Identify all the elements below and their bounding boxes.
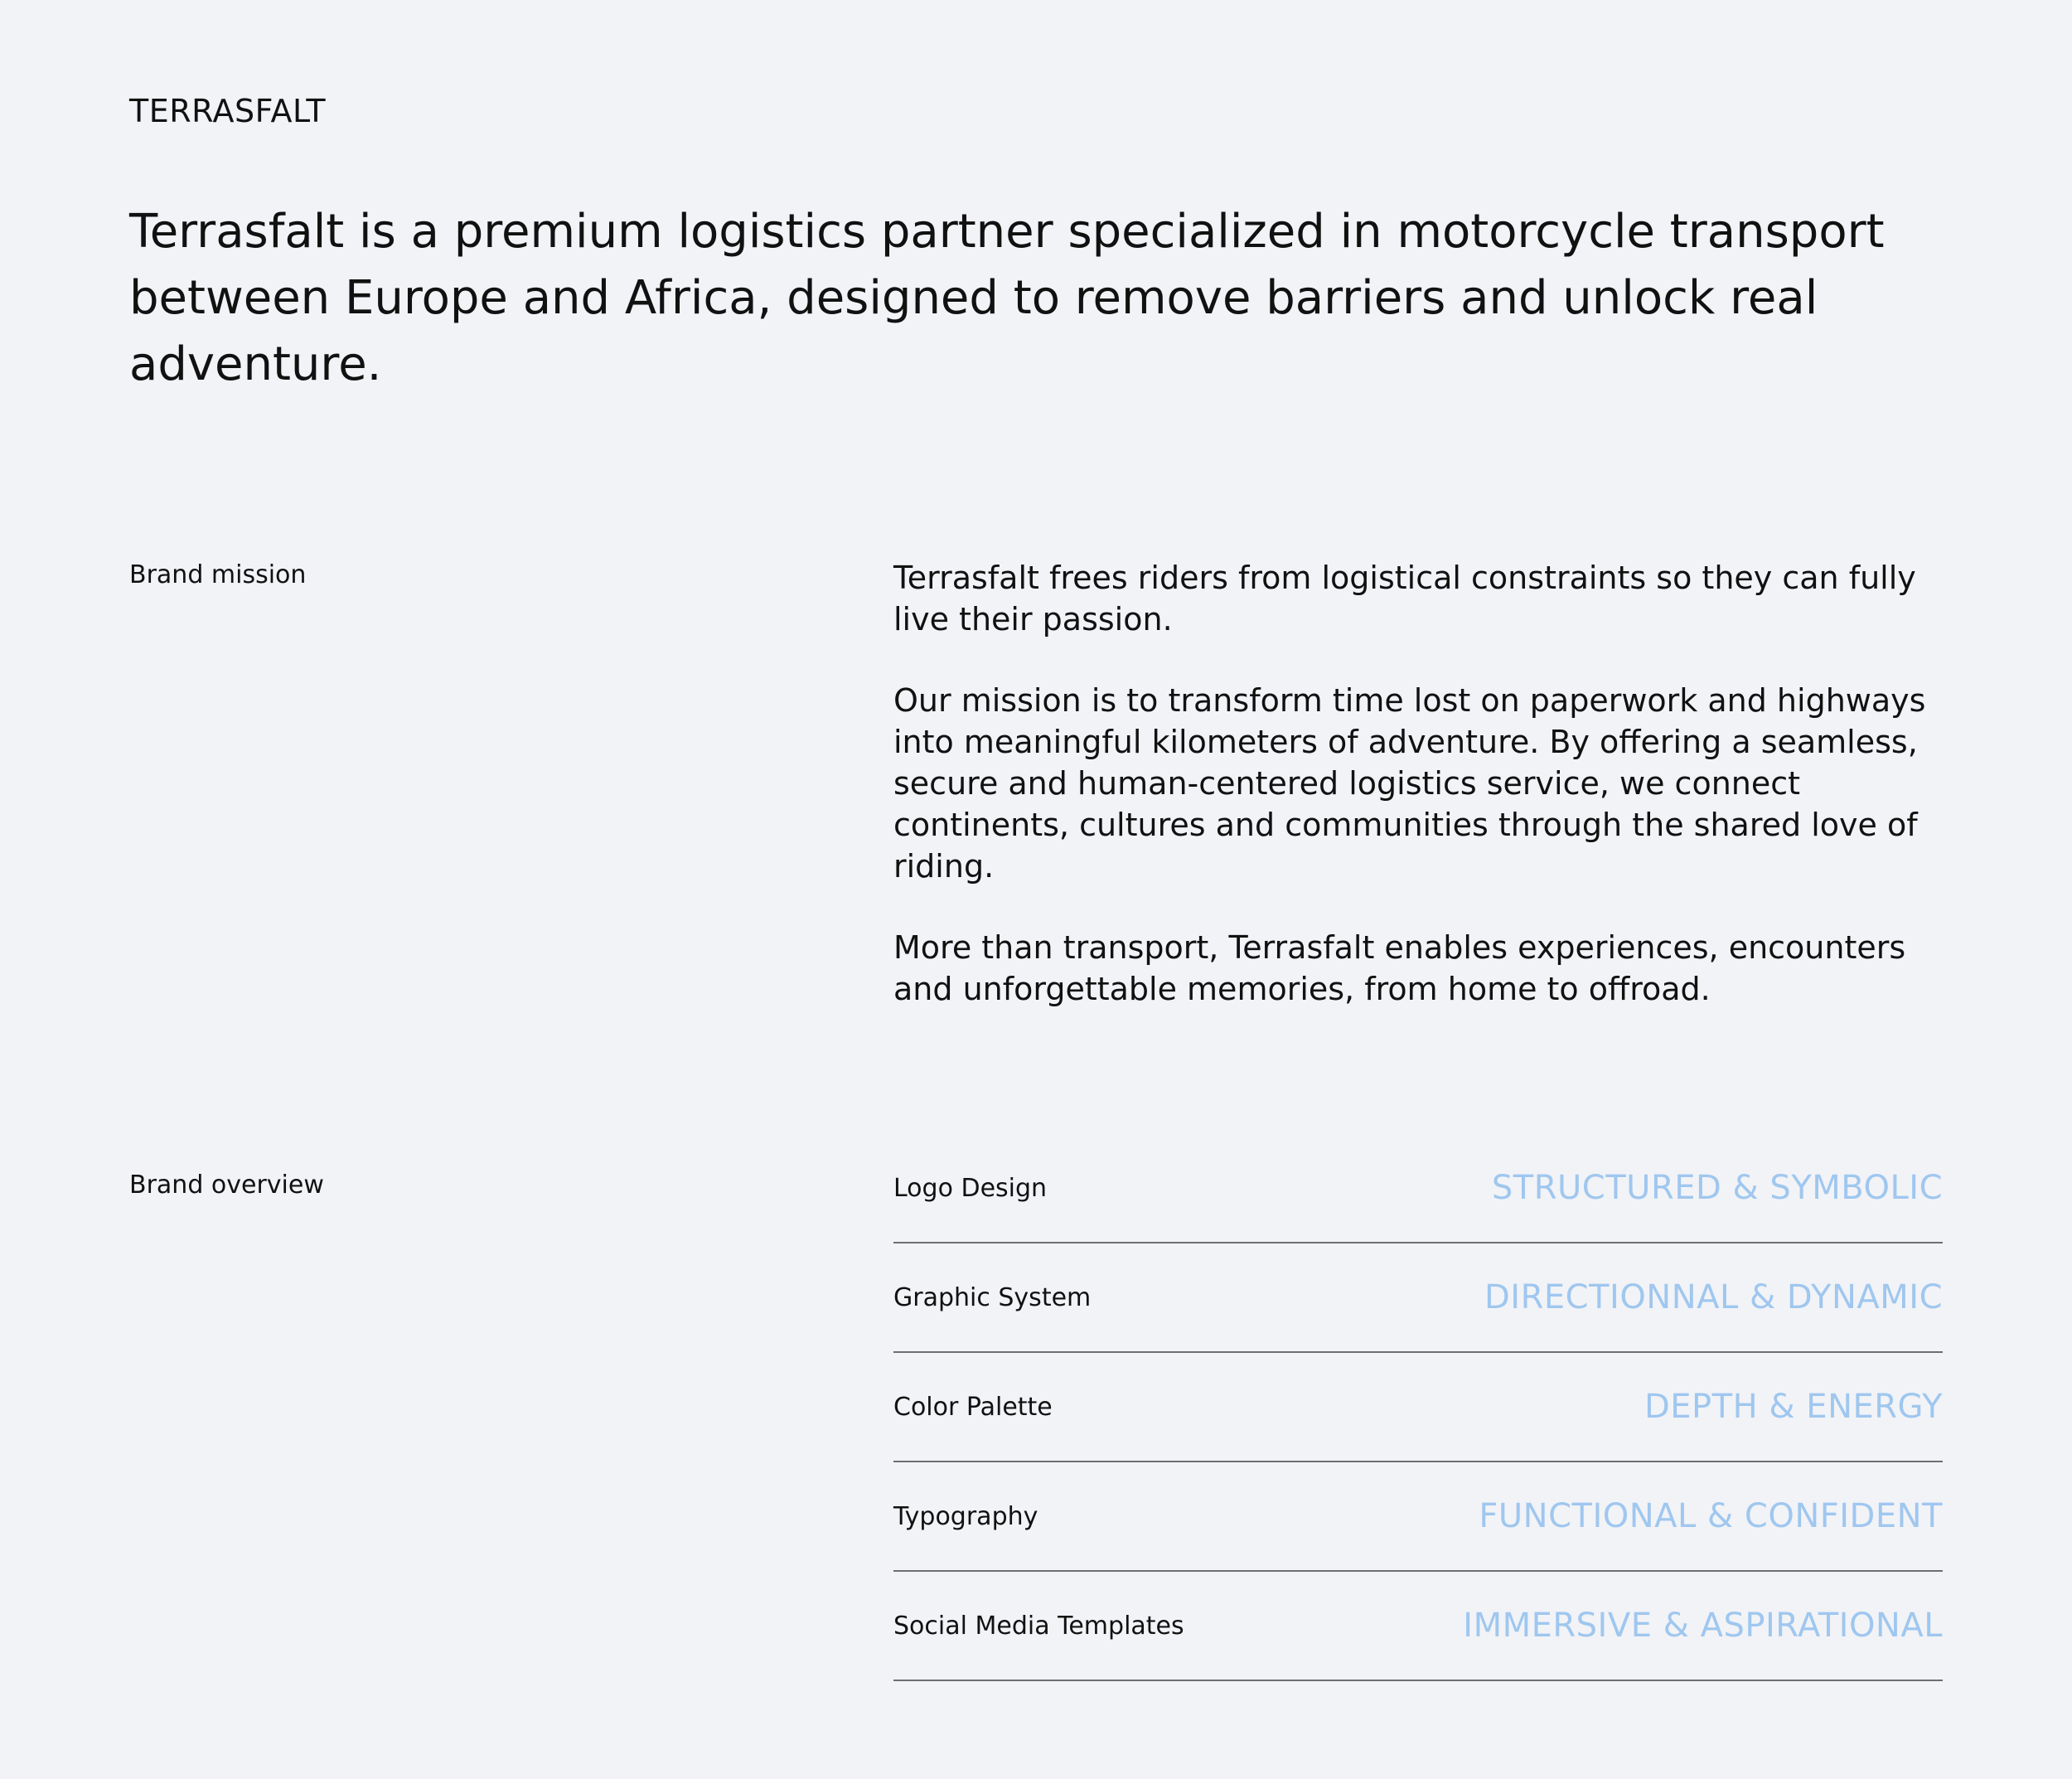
- overview-row-graphic-system: [893, 1243, 1943, 1353]
- intro-statement: Terrasfalt is a premium logistics partner specialized in motorcycle transport between Europe and Africa, designed to remove barriers and unlock real adventure.: [129, 205, 1885, 391]
- overview-row-label: Logo Design: [893, 1173, 1048, 1203]
- brand-name: TERRASFALT: [129, 93, 327, 129]
- overview-row-value: FUNCTIONAL & CONFIDENT: [1479, 1497, 1943, 1535]
- brand-mission-label: Brand mission: [129, 560, 307, 589]
- overview-row-label: Social Media Templates: [893, 1611, 1184, 1641]
- overview-row-social-media-templates: [893, 1572, 1943, 1681]
- overview-row-typography: [893, 1462, 1943, 1572]
- brand-mission-text: [893, 557, 1946, 1049]
- mission-paragraph: More than transport, Terrasfalt enables experiences, encounters and unforgettable memories, from home to offroad.: [893, 929, 1906, 1007]
- overview-row-value: STRUCTURED & SYMBOLIC: [1491, 1169, 1943, 1207]
- overview-row-label: Graphic System: [893, 1282, 1092, 1312]
- mission-paragraph: Our mission is to transform time lost on paperwork and highways into meaningful kilometers of adventure. By offering a seamless, secure and human-centered logistics service, we connect continents, cultures and communities through the shared love of riding.: [893, 682, 1926, 885]
- mission-paragraph: Terrasfalt frees riders from logistical constraints so they can fully live their passion.: [893, 560, 1916, 637]
- overview-row-logo-design: [893, 1134, 1943, 1243]
- overview-row-value: DIRECTIONNAL & DYNAMIC: [1484, 1278, 1943, 1316]
- overview-row-label: Typography: [893, 1501, 1038, 1531]
- overview-row-value: DEPTH & ENERGY: [1644, 1388, 1943, 1426]
- overview-row-color-palette: [893, 1353, 1943, 1462]
- brand-overview-list: [893, 1134, 1943, 1681]
- brand-overview-label: Brand overview: [129, 1171, 324, 1200]
- overview-row-value: IMMERSIVE & ASPIRATIONAL: [1463, 1607, 1943, 1645]
- overview-row-label: Color Palette: [893, 1392, 1053, 1422]
